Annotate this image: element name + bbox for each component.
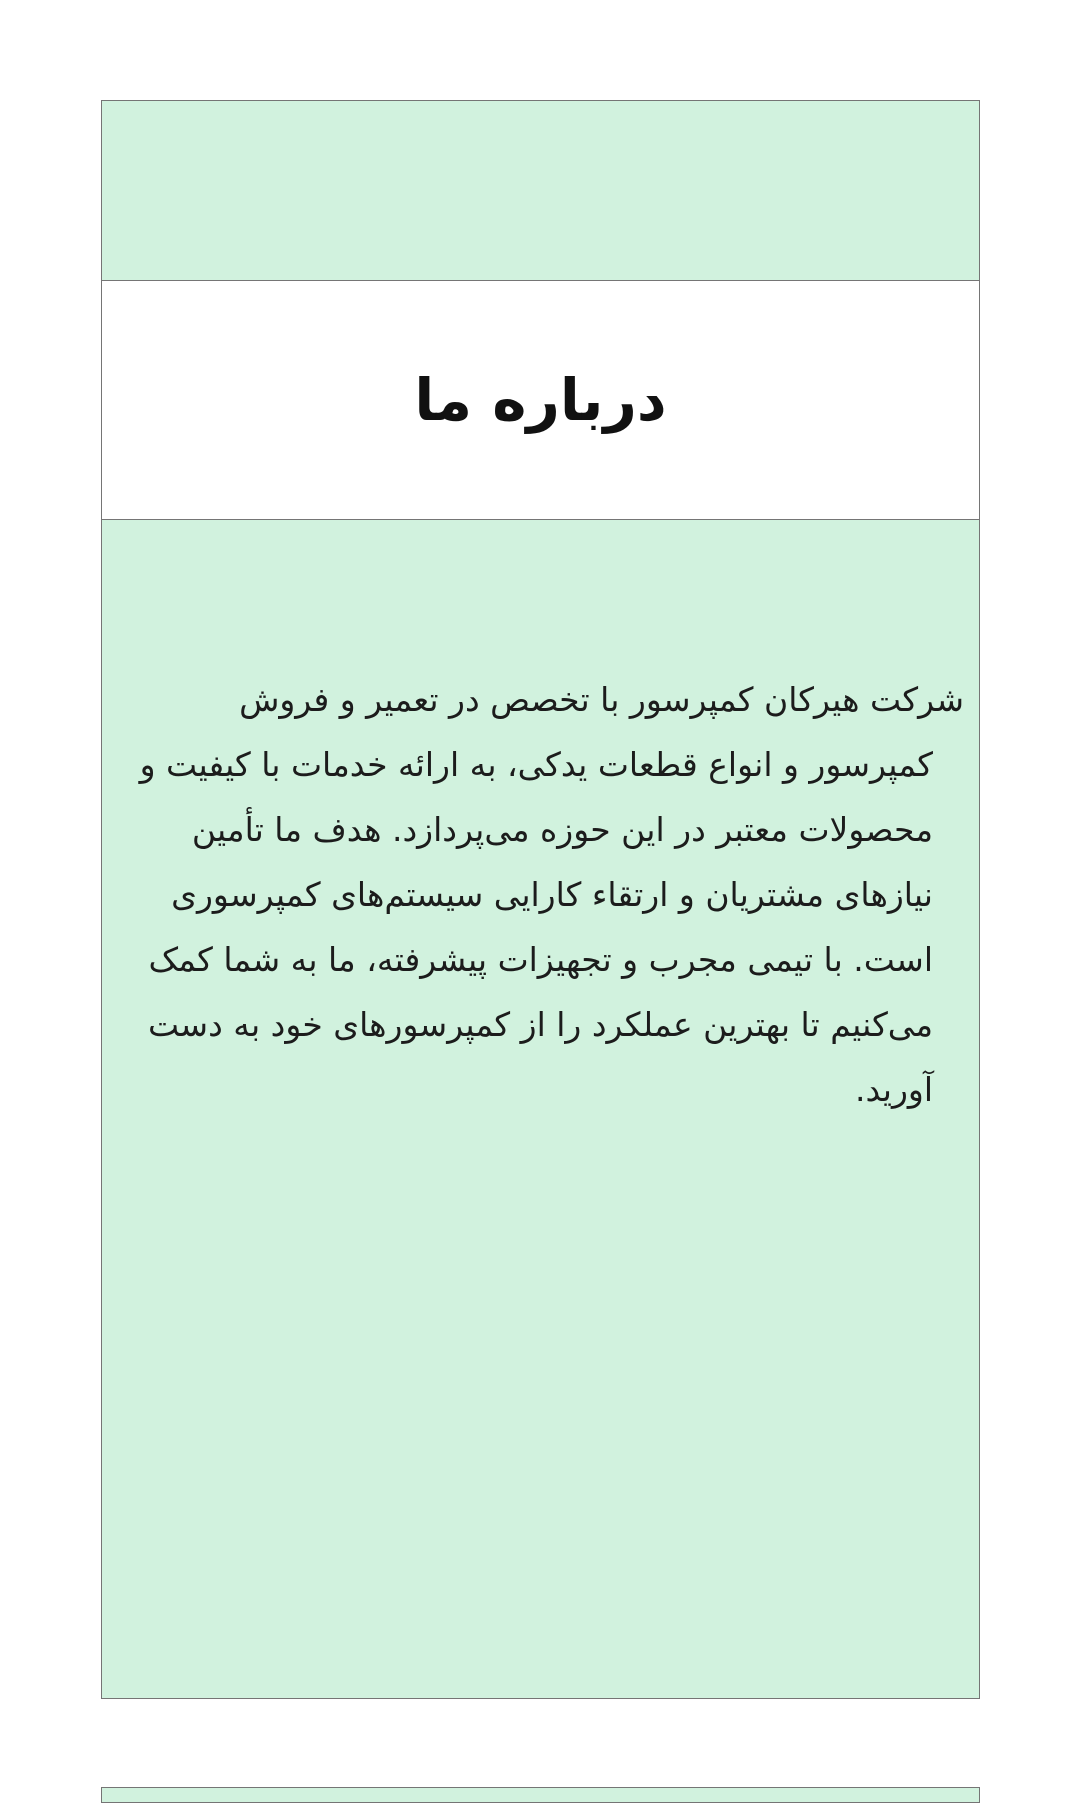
paragraph-line: محصولات معتبر در این حوزه می‌پردازد. هدف ما تأمین — [191, 810, 933, 849]
hero-banner — [102, 101, 979, 281]
about-section — [102, 520, 979, 1698]
paragraph-line: است. با تیمی مجرب و تجهیزات پیشرفته، ما به شما کمک — [148, 940, 933, 979]
paragraph-line: شرکت هیرکان کمپرسور با تخصص در تعمیر و فروش — [239, 680, 964, 719]
next-section-strip — [101, 1787, 980, 1803]
content-panel — [101, 100, 980, 1699]
paragraph-line: می‌کنیم تا بهترین عملکرد را از کمپرسورهای خود به دست — [148, 1005, 933, 1044]
page-title: درباره ما — [414, 366, 667, 434]
title-section — [102, 281, 979, 520]
paragraph-line: کمپرسور و انواع قطعات یدکی، به ارائه خدمات با کیفیت و — [139, 745, 933, 784]
paragraph-line: نیازهای مشتریان و ارتقاء کارایی سیستم‌های کمپرسوری — [171, 875, 933, 914]
paragraph-line: آورید. — [854, 1070, 933, 1109]
